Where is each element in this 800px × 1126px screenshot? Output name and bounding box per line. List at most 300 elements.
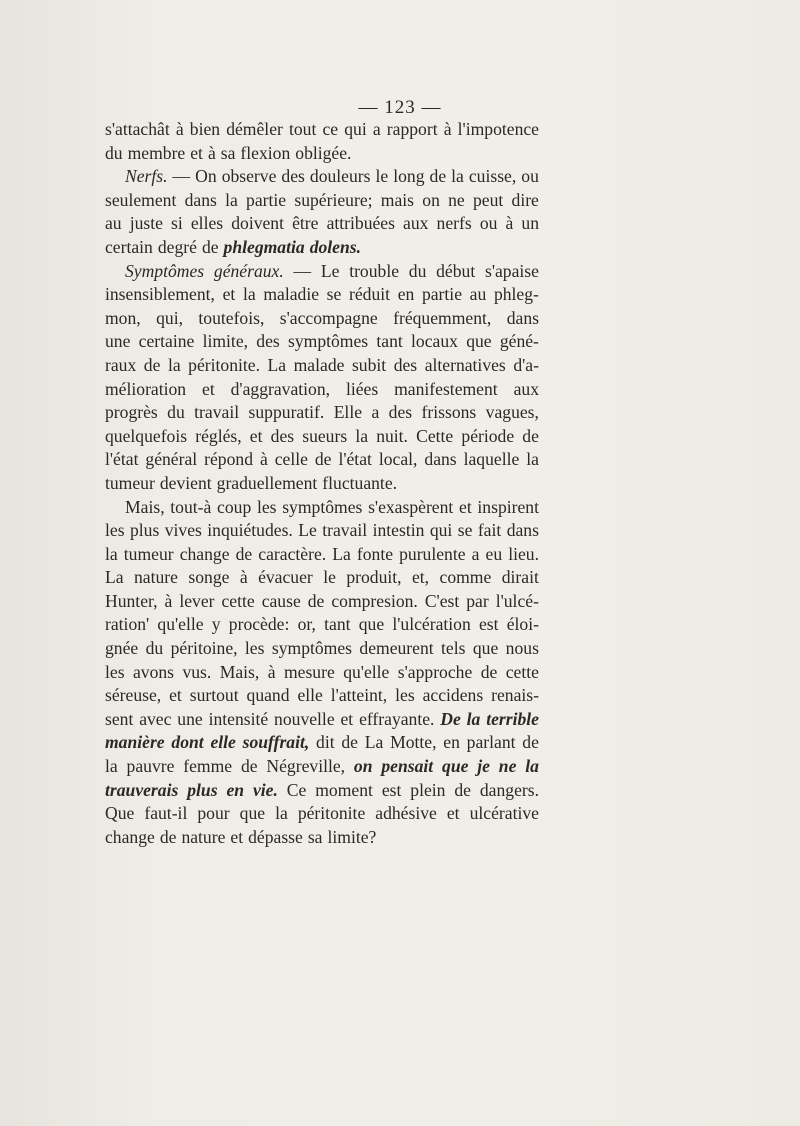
word: par <box>466 590 489 611</box>
word: dans <box>506 307 539 328</box>
word: nous <box>505 638 539 659</box>
word: coup <box>217 496 252 517</box>
word: les <box>105 520 125 541</box>
word: et, <box>411 567 430 588</box>
text-line <box>105 496 539 520</box>
word: la <box>355 425 369 446</box>
word: nouvelle <box>274 708 335 729</box>
word: la <box>242 284 256 305</box>
word: d'a- <box>513 354 539 375</box>
text-line <box>105 779 539 803</box>
word: partie <box>246 189 287 210</box>
text-line <box>105 260 539 284</box>
word: cette <box>221 590 255 611</box>
word: observe <box>221 166 277 187</box>
word: progrès <box>105 402 158 423</box>
word: toutefois, <box>198 307 265 328</box>
text-line <box>105 307 539 331</box>
word: plus <box>129 520 160 541</box>
word: d'aggravation, <box>230 378 331 399</box>
word: le <box>375 166 389 187</box>
word: celle <box>274 449 308 470</box>
text-line <box>105 212 539 236</box>
word: change <box>105 826 155 847</box>
word: sent <box>105 708 134 729</box>
word: certaine <box>138 331 195 352</box>
word: à <box>164 590 173 611</box>
word: mesure <box>283 661 335 682</box>
word: on <box>353 756 373 777</box>
word: parlant <box>466 732 516 753</box>
word: je <box>477 756 490 777</box>
word: dans <box>424 449 457 470</box>
word: a <box>371 402 380 423</box>
word: frissons <box>421 402 477 423</box>
word: Nerfs. <box>125 166 168 187</box>
word: nature <box>181 826 226 847</box>
word: de <box>522 732 539 753</box>
word: elles <box>190 213 224 234</box>
word: cuisse, <box>468 166 517 187</box>
text-line <box>105 401 539 425</box>
word: qui, <box>156 307 183 328</box>
word: et <box>222 284 236 305</box>
word: à <box>267 661 276 682</box>
word: La <box>267 354 287 375</box>
word: à <box>207 142 216 163</box>
word: liées <box>345 378 379 399</box>
word: qu'elle <box>157 614 204 635</box>
word: démêler <box>226 119 283 139</box>
word: certain <box>105 236 153 257</box>
word: flexion <box>240 142 291 163</box>
word: local, <box>378 449 418 470</box>
word: demeurent <box>359 638 434 659</box>
word: partie <box>421 284 463 305</box>
word: or, <box>297 614 316 635</box>
word: s'approche <box>397 661 473 682</box>
word: tout-à <box>170 496 212 517</box>
word: Elle <box>333 402 363 423</box>
word: tumeur <box>105 472 155 493</box>
word: sueurs <box>302 425 348 446</box>
word: l'état <box>338 449 372 470</box>
word: effrayante. <box>359 708 435 729</box>
word: de <box>235 543 253 564</box>
word: alternatives <box>424 354 506 375</box>
word: nerfs <box>436 213 472 234</box>
word: vus. <box>182 661 212 682</box>
word: faut-il <box>144 803 188 824</box>
word: compresion. <box>331 590 418 611</box>
word: graduellement <box>216 472 318 493</box>
word: produit, <box>346 567 402 588</box>
word: manifestement <box>394 378 498 399</box>
word: suppuratif. <box>248 402 325 423</box>
word: doivent <box>231 213 284 234</box>
word: qui <box>344 119 367 139</box>
word: l'ulcé- <box>495 590 539 611</box>
word: avons <box>132 661 175 682</box>
word: symptômes <box>282 496 363 517</box>
word: la <box>167 354 181 375</box>
word: De <box>440 708 461 729</box>
word: est <box>478 614 499 635</box>
word: raux <box>105 354 137 375</box>
word: la <box>466 708 481 729</box>
word: qui <box>429 520 453 541</box>
word: que <box>472 638 499 659</box>
word: mon, <box>105 307 141 328</box>
word: péritonite <box>297 803 366 824</box>
word: dans <box>506 520 539 541</box>
word: de <box>341 732 358 753</box>
word: l'état <box>105 449 139 470</box>
word: cause <box>261 590 301 611</box>
text-line <box>105 330 539 354</box>
word: Symptômes <box>125 260 205 281</box>
word: au <box>469 284 487 305</box>
word: vie. <box>252 779 278 800</box>
text-line <box>105 519 539 543</box>
text-line <box>105 755 539 779</box>
word: Mais, <box>219 661 260 682</box>
word: de <box>314 449 332 470</box>
text-line <box>105 590 539 614</box>
word: être <box>292 213 319 234</box>
word: se <box>326 284 342 305</box>
word: malade <box>293 354 345 375</box>
word: se <box>457 520 473 541</box>
word: limite, <box>202 331 249 352</box>
text-line <box>105 543 539 567</box>
word: dit <box>316 732 335 753</box>
word: vagues, <box>485 402 539 423</box>
word: la <box>275 803 288 824</box>
word: les <box>105 661 125 682</box>
word: à <box>505 213 514 234</box>
word: manière <box>105 732 165 753</box>
word: attribuées <box>326 213 395 234</box>
word: symptômes <box>271 638 353 659</box>
word: dire <box>511 189 539 210</box>
word: début <box>436 260 476 281</box>
word: Négreville, <box>266 756 346 777</box>
word: terrible <box>486 708 539 729</box>
word: de <box>240 756 258 777</box>
word: avec <box>139 708 172 729</box>
word: travail <box>322 520 368 541</box>
text-line <box>105 613 539 637</box>
word: juste <box>129 213 163 234</box>
word: quelquefois <box>105 425 188 446</box>
text-line <box>105 661 539 685</box>
word: des <box>388 402 413 423</box>
word: La <box>105 567 124 588</box>
word: elle <box>297 685 323 706</box>
word: nuit. <box>376 425 408 446</box>
text-line <box>105 378 539 402</box>
word: trouble <box>349 260 400 281</box>
word: ou <box>479 213 498 234</box>
word: réglés, <box>195 425 242 446</box>
word: long <box>393 166 425 187</box>
word: tant <box>324 614 351 635</box>
word: du <box>167 402 185 423</box>
word: l'impotence <box>457 119 539 139</box>
word: trauverais <box>105 779 179 800</box>
word: intestin <box>372 520 425 541</box>
word: aux <box>513 378 539 399</box>
word: l'atteint, <box>330 685 388 706</box>
word: Le <box>298 520 317 541</box>
word: phleg- <box>493 284 539 305</box>
page-number: — 123 — <box>358 97 442 118</box>
word: dans <box>184 189 217 210</box>
word: est <box>381 779 402 800</box>
word: évacuer <box>258 567 313 588</box>
word: en <box>397 284 415 305</box>
word: au <box>105 213 122 234</box>
word: s'apaise <box>484 260 539 281</box>
text-line <box>105 566 539 590</box>
word: — <box>293 260 312 281</box>
word: vives <box>164 520 202 541</box>
word: renais- <box>491 685 539 706</box>
word: et <box>249 425 263 446</box>
word: souffrait, <box>242 732 310 753</box>
word: intensité <box>208 708 269 729</box>
word: maladie <box>263 284 320 305</box>
word: la <box>105 543 118 564</box>
text-line <box>105 684 539 708</box>
word: caractère. <box>258 543 327 564</box>
word: douleurs <box>309 166 371 187</box>
word: surtout <box>189 685 239 706</box>
word: change <box>179 543 230 564</box>
word: que <box>239 803 266 824</box>
word: de <box>159 826 177 847</box>
word: tout <box>288 119 317 139</box>
word: gnée <box>105 638 139 659</box>
word: membre <box>127 142 186 163</box>
word: mais <box>380 189 415 210</box>
word: l'ulcération <box>392 614 471 635</box>
word: ou <box>521 166 539 187</box>
text-line <box>105 802 539 826</box>
word: femme <box>183 756 233 777</box>
word: en <box>443 732 460 753</box>
text-line <box>105 425 539 449</box>
word: à <box>259 449 268 470</box>
word: s'attachât <box>105 119 170 139</box>
word: fait <box>477 520 502 541</box>
body-text <box>105 118 539 849</box>
word: que <box>442 756 469 777</box>
word: et <box>169 685 182 706</box>
word: de <box>307 590 325 611</box>
word: et <box>459 496 472 517</box>
word: répond <box>204 449 253 470</box>
word: La <box>364 732 384 753</box>
word: des <box>256 331 280 352</box>
word: limite? <box>327 826 377 847</box>
word: que <box>466 331 492 352</box>
word: quand <box>246 685 290 706</box>
word: Ce <box>286 779 307 800</box>
word: C'est <box>424 590 460 611</box>
word: Mais, <box>125 496 165 517</box>
word: mélioration <box>105 378 187 399</box>
word: — <box>172 166 191 187</box>
word: a <box>372 119 381 139</box>
word: moment <box>315 779 373 800</box>
word: dirait <box>501 567 539 588</box>
word: accidens <box>422 685 484 706</box>
word: elle <box>210 732 236 753</box>
word: obligée. <box>295 142 352 163</box>
word: on <box>422 189 440 210</box>
word: péritonite. <box>188 354 260 375</box>
word: en <box>226 779 245 800</box>
word: La <box>332 543 351 564</box>
word: général <box>145 449 198 470</box>
word: réduit <box>348 284 391 305</box>
word: sa <box>307 826 323 847</box>
word: songe <box>188 567 230 588</box>
word: le <box>323 567 336 588</box>
word: s'accompagne <box>279 307 378 328</box>
word: seulement <box>105 189 177 210</box>
word: du <box>145 638 164 659</box>
word: cette <box>505 661 539 682</box>
word: péritoine, <box>170 638 238 659</box>
word: aux <box>403 213 429 234</box>
word: lever <box>179 590 215 611</box>
word: une <box>177 708 203 729</box>
word: la <box>526 449 539 470</box>
word: inquiétudes. <box>207 520 293 541</box>
word: eu <box>485 543 503 564</box>
text-line <box>105 731 539 755</box>
word: de <box>201 236 219 257</box>
word: s'exaspèrent <box>368 496 454 517</box>
word: purulente <box>399 543 466 564</box>
text-line <box>105 118 539 142</box>
word: des <box>281 166 305 187</box>
word: du <box>408 260 427 281</box>
word: de <box>143 354 161 375</box>
word: éloi- <box>506 614 539 635</box>
word: insensiblement, <box>105 284 215 305</box>
word: une <box>105 331 131 352</box>
word: et <box>340 708 354 729</box>
word: procède: <box>228 614 290 635</box>
word: laquelle <box>463 449 520 470</box>
text-line <box>105 189 539 213</box>
word: de <box>429 166 447 187</box>
word: supérieure; <box>294 189 373 210</box>
word: généraux. <box>213 260 284 281</box>
word: On <box>195 166 217 187</box>
word: ne <box>498 756 517 777</box>
text-line <box>105 354 539 378</box>
text-line <box>105 142 539 166</box>
word: ne <box>448 189 465 210</box>
word: un <box>521 213 539 234</box>
word: pour <box>197 803 230 824</box>
word: travail <box>194 402 240 423</box>
text-line <box>105 826 539 850</box>
word: des <box>393 354 418 375</box>
word: des <box>270 425 295 446</box>
word: locaux <box>411 331 458 352</box>
word: la <box>225 189 238 210</box>
word: dangers. <box>479 779 539 800</box>
word: les <box>256 496 277 517</box>
text-line <box>105 448 539 472</box>
word: géné- <box>499 331 539 352</box>
word: fréquemment, <box>393 307 492 328</box>
word: a <box>471 543 480 564</box>
word: ration' <box>105 614 150 635</box>
word: la <box>525 756 539 777</box>
word: pauvre <box>126 756 175 777</box>
word: et <box>230 826 244 847</box>
word: et <box>190 142 203 163</box>
word: séreuse, <box>105 685 162 706</box>
word: fluctuante. <box>322 472 398 493</box>
word: et <box>446 803 460 824</box>
word: dolens. <box>309 236 362 257</box>
word: rapport <box>386 119 438 139</box>
word: degré <box>157 236 197 257</box>
word: et <box>202 378 215 399</box>
word: Hunter, <box>105 590 158 611</box>
word: de <box>480 661 498 682</box>
word: dont <box>171 732 204 753</box>
text-line <box>105 472 539 496</box>
text-line <box>105 283 539 307</box>
word: subit <box>351 354 387 375</box>
word: tumeur <box>123 543 174 564</box>
word: ce <box>322 119 339 139</box>
word: comme <box>439 567 492 588</box>
word: si <box>171 213 183 234</box>
word: à <box>443 119 452 139</box>
word: plus <box>187 779 218 800</box>
word: les <box>395 685 415 706</box>
word: fonte <box>356 543 394 564</box>
word: tant <box>376 331 403 352</box>
word: période <box>461 425 515 446</box>
text-line <box>105 165 539 189</box>
word: nature <box>133 567 178 588</box>
word: tels <box>441 638 466 659</box>
word: pensait <box>381 756 434 777</box>
word: la <box>451 166 464 187</box>
word: les <box>244 638 265 659</box>
word: peut <box>472 189 504 210</box>
word: devient <box>159 472 212 493</box>
text-line <box>105 708 539 732</box>
word: que <box>358 614 385 635</box>
word: à <box>239 567 248 588</box>
word: symptômes <box>287 331 369 352</box>
word: la <box>105 756 118 777</box>
word: qu'elle <box>343 661 390 682</box>
text-line <box>105 236 539 260</box>
